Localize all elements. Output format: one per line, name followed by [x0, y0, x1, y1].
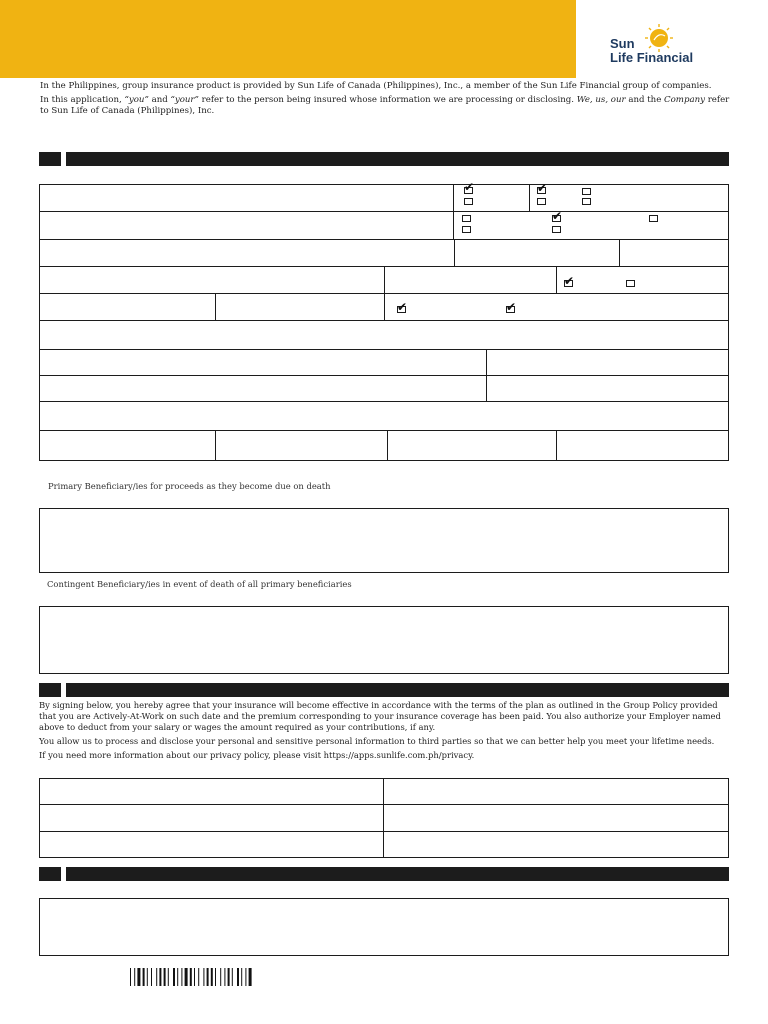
agreement-paragraph-2: You allow us to process and disclose your personal and sensitive personal information to third parties so that we can better help you meet your lifetime needs. [39, 736, 715, 746]
section-header-bar-3 [39, 867, 729, 881]
barcode-bar [134, 968, 135, 986]
barcode-bar [143, 968, 145, 986]
primary-beneficiary-box[interactable] [39, 508, 729, 573]
checkmark-icon: ✔ [464, 180, 475, 194]
checkbox-option[interactable] [582, 188, 591, 195]
intro-paragraph-2: In this application, “you” and “your” refer to the person being insured whose information we are processing or disclosing. We, us, our and the Company refer to Sun Life of Canada (Philippines), Inc. [40, 95, 730, 116]
row-divider [39, 239, 729, 240]
section-title-bar [66, 867, 729, 881]
row-divider [39, 430, 729, 431]
checkbox-option[interactable] [464, 198, 473, 205]
row-divider [39, 804, 729, 805]
col-divider [387, 430, 388, 461]
barcode-bar [220, 968, 221, 986]
barcode-bar [211, 968, 213, 986]
row-divider [39, 401, 729, 402]
barcode-bar [137, 968, 140, 986]
agreement-paragraph-3: If you need more information about our privacy policy, please visit https://apps.sunlife.com.ph/privacy. [39, 750, 475, 760]
checkbox-option[interactable] [626, 280, 635, 287]
col-divider [215, 430, 216, 461]
barcode-icon [130, 968, 306, 986]
row-divider [39, 320, 729, 321]
agreement-paragraph-1: By signing below, you hereby agree that your insurance will become effective in accordance with the terms of the plan as outlined in the Group Policy provided that you are Actively-At-Work on such date and the premium corresponding to your insurance coverage has been paid. You also authorize your Employer named above to deduct from your salary or wages the amount required as your contributions, if any. [39, 700, 721, 732]
contingent-beneficiary-label: Contingent Beneficiary/ies in event of death of all primary beneficiaries [47, 579, 352, 589]
barcode-bar [245, 968, 246, 986]
section-title-bar [66, 683, 729, 697]
barcode-bar [190, 968, 192, 986]
col-divider [383, 778, 384, 858]
checkmark-icon: ✔ [506, 300, 517, 314]
checkbox-option[interactable] [462, 215, 471, 222]
checkmark-icon: ✔ [397, 300, 408, 314]
barcode-bar [224, 968, 225, 986]
barcode-bar [151, 968, 152, 986]
section-title-bar [66, 152, 729, 166]
barcode-bar [203, 968, 204, 986]
col-divider [486, 349, 487, 401]
barcode-bar [241, 968, 242, 986]
checkbox-option[interactable] [582, 198, 591, 205]
barcode-bar [159, 968, 161, 986]
barcode-bar [194, 968, 195, 986]
barcode-bar [237, 968, 239, 986]
section-number-box [39, 683, 61, 697]
barcode-bar [173, 968, 175, 986]
section-number-box [39, 867, 61, 881]
barcode-bar [198, 968, 199, 986]
col-divider [454, 239, 455, 266]
row-divider [39, 211, 729, 212]
barcode-bar [168, 968, 169, 986]
barcode-bar [249, 968, 252, 986]
checkmark-icon: ✔ [537, 181, 548, 195]
final-section-box[interactable] [39, 898, 729, 956]
form-outer-border [39, 181, 729, 461]
barcode-bar [181, 968, 182, 986]
barcode-bar [232, 968, 233, 986]
row-divider [39, 375, 729, 376]
col-divider [384, 266, 385, 293]
checkbox-option[interactable] [552, 226, 561, 233]
row-divider [39, 349, 729, 350]
col-divider [215, 293, 216, 320]
barcode-bar [130, 968, 131, 986]
brand-name-line1: Sun [610, 36, 635, 51]
checkbox-option[interactable] [462, 226, 471, 233]
intro-text [40, 81, 730, 117]
barcode-bar [207, 968, 209, 986]
checkmark-icon: ✔ [552, 209, 563, 223]
sun-logo-icon [644, 24, 674, 52]
col-divider [556, 266, 557, 293]
col-divider [529, 184, 530, 211]
barcode-bar [147, 968, 148, 986]
barcode-bar [215, 968, 216, 986]
barcode-bar [156, 968, 157, 986]
checkmark-icon: ✔ [564, 274, 575, 288]
col-divider [453, 211, 454, 239]
signature-grid-border [39, 778, 729, 858]
checkbox-option[interactable] [537, 198, 546, 205]
signature-grid [39, 778, 729, 858]
row-divider [39, 831, 729, 832]
header-band [0, 0, 576, 78]
applicant-info-form [39, 180, 729, 461]
checkbox-option[interactable] [649, 215, 658, 222]
section-number-box [39, 152, 61, 166]
contingent-beneficiary-box[interactable] [39, 606, 729, 674]
section-header-bar-1 [39, 152, 729, 166]
primary-beneficiary-label: Primary Beneficiary/ies for proceeds as they become due on death [48, 481, 331, 491]
brand-logo [610, 24, 740, 68]
col-divider [453, 184, 454, 211]
agreement-text [39, 700, 729, 761]
barcode-bar [228, 968, 230, 986]
col-divider [384, 293, 385, 320]
brand-name-line2: Life Financial [610, 50, 694, 65]
barcode-bar [177, 968, 178, 986]
col-divider [556, 430, 557, 461]
barcode-bar [185, 968, 188, 986]
col-divider [619, 239, 620, 266]
barcode-bar [164, 968, 166, 986]
section-header-bar-2 [39, 683, 729, 697]
intro-paragraph-1: In the Philippines, group insurance product is provided by Sun Life of Canada (Philippines), Inc., a member of the Sun Life Financial group of companies. [40, 81, 712, 91]
